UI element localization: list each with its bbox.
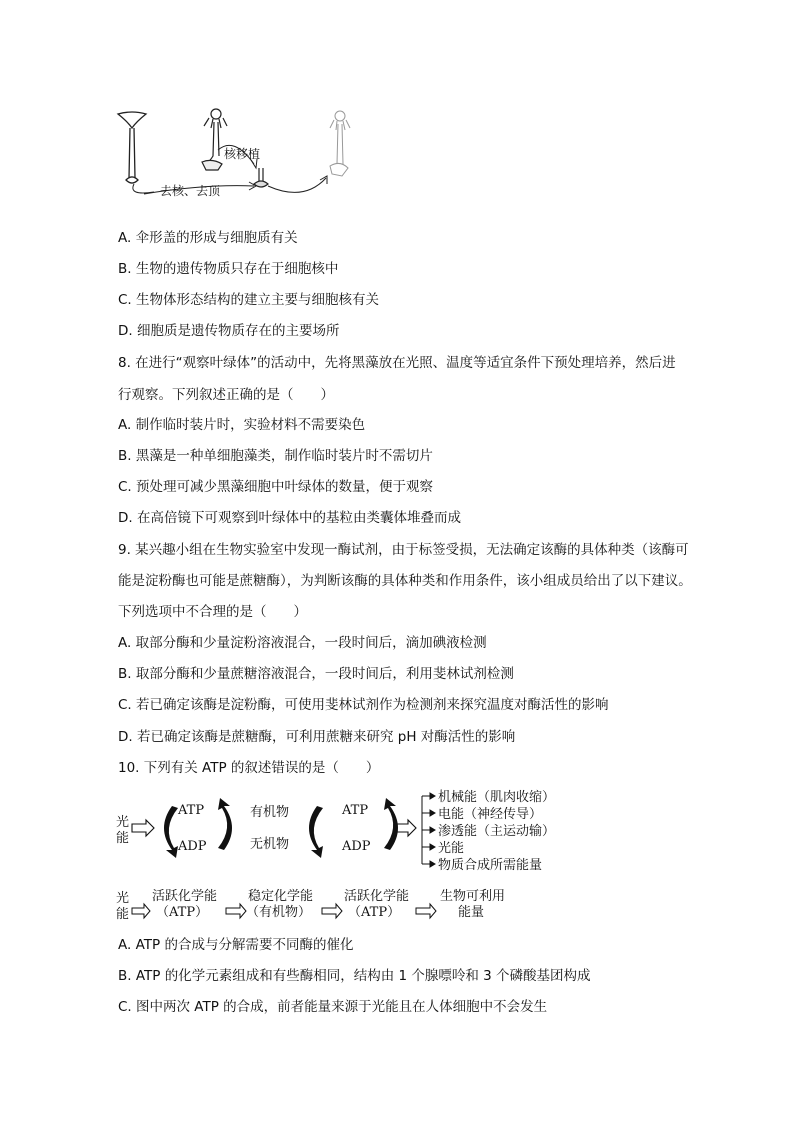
output-item: 物质合成所需能量 — [438, 858, 543, 873]
atp-label: ATP — [178, 803, 205, 818]
stage4-top: 生物可利用 — [440, 889, 506, 904]
stage2-top: 稳定化学能 — [248, 889, 314, 904]
hollow-arrow-icon — [322, 904, 342, 918]
transplant-label: 核移植 — [224, 147, 261, 161]
q9-stem-line3: 下列选项中不合理的是（ ） — [118, 604, 307, 620]
q8-option-b: B. 黑藻是一种单细胞藻类，制作临时装片时不需切片 — [118, 448, 433, 464]
q8-option-c: C. 预处理可减少黑藻细胞中叶绿体的数量，便于观察 — [118, 479, 434, 495]
q9-stem-line1: 9. 某兴趣小组在生物实验室中发现一酶试剂，由于标签受损，无法确定该酶的具体种类（该酶可 — [118, 542, 689, 558]
q10-stem: 10. 下列有关 ATP 的叙述错误的是（ ） — [118, 760, 380, 776]
hollow-arrow-icon — [132, 820, 154, 836]
q9-option-d: D. 若已确定该酶是蔗糖酶，可利用蔗糖来研究 pH 对酶活性的影响 — [118, 729, 516, 745]
q9-option-c: C. 若已确定该酶是淀粉酶，可使用斐林试剂作为检测剂来探究温度对酶活性的影响 — [118, 697, 609, 713]
q9-stem-line2: 能是淀粉酶也可能是蔗糖酶），为判断该酶的具体种类和作用条件，该小组成员给出了以下建议。 — [118, 573, 692, 589]
q7-option-a: A. 伞形盖的形成与细胞质有关 — [118, 230, 298, 246]
q8-option-d: D. 在高倍镜下可观察到叶绿体中的基粒由类囊体堆叠而成 — [118, 510, 461, 526]
faint-plant-icon — [330, 111, 350, 176]
output-item: 光能 — [438, 841, 465, 856]
curved-arrow-icon — [309, 806, 323, 858]
stalk-icon — [254, 168, 268, 187]
stage4-bottom: 能量 — [458, 905, 485, 920]
atp-cycle-diagram — [112, 786, 582, 882]
nuclear-transplant-figure — [114, 106, 364, 198]
output-item: 渗透能（主运动输） — [438, 824, 556, 839]
stage3-top: 活跃化学能 — [344, 889, 410, 904]
inorganic-label: 无机物 — [250, 837, 290, 852]
curved-arrow-icon — [218, 798, 232, 850]
q8-option-a: A. 制作临时装片时，实验材料不需要染色 — [118, 417, 366, 433]
atp-label-2: ATP — [342, 803, 369, 818]
adp-label: ADP — [178, 839, 207, 854]
umbrella-plant-icon — [118, 112, 146, 183]
q8-stem-line2: 行观察。下列叙述正确的是（ ） — [118, 387, 334, 403]
light-label-2: 能 — [116, 831, 130, 846]
light-label-1: 光 — [116, 815, 130, 830]
stage1-bottom: （ATP） — [156, 905, 209, 920]
hollow-arrow-icon — [396, 820, 416, 836]
hollow-arrow-icon — [132, 904, 150, 918]
hollow-arrow-icon — [416, 904, 436, 918]
q7-option-c: C. 生物体形态结构的建立主要与细胞核有关 — [118, 292, 380, 308]
q10-option-a: A. ATP 的合成与分解需要不同酶的催化 — [118, 937, 354, 953]
remove-label: 去核、去顶 — [160, 184, 221, 198]
light-label-2: 能 — [116, 907, 130, 922]
stage3-bottom: （ATP） — [348, 905, 401, 920]
stage2-bottom: （有机物） — [246, 905, 312, 920]
output-item: 电能（神经传导） — [438, 807, 543, 822]
q9-option-a: A. 取部分酶和少量淀粉溶液混合，一段时间后，滴加碘液检测 — [118, 635, 487, 651]
light-label-1: 光 — [116, 891, 130, 906]
q7-option-d: D. 细胞质是遗传物质存在的主要场所 — [118, 323, 340, 339]
q10-option-b: B. ATP 的化学元素组成和有些酶相同，结构由 1 个腺嘌呤和 3 个磷酸基团构成 — [118, 968, 591, 984]
q8-stem-line1: 8. 在进行“观察叶绿体”的活动中，先将黑藻放在光照、温度等适宜条件下预处理培养，然后进 — [118, 355, 676, 371]
adp-label-2: ADP — [342, 839, 371, 854]
curved-arrow-icon — [164, 806, 178, 858]
q10-option-c: C. 图中两次 ATP 的合成，前者能量来源于光能且在人体细胞中不会发生 — [118, 999, 548, 1015]
q9-option-b: B. 取部分酶和少量蔗糖溶液混合，一段时间后，利用斐林试剂检测 — [118, 666, 514, 682]
energy-flow-chain — [112, 886, 532, 922]
q7-option-b: B. 生物的遗传物质只存在于细胞核中 — [118, 261, 339, 277]
organic-label: 有机物 — [250, 805, 290, 820]
stage1-top: 活跃化学能 — [152, 889, 218, 904]
hollow-arrow-icon — [226, 904, 246, 918]
output-item: 机械能（肌肉收缩） — [438, 790, 556, 805]
